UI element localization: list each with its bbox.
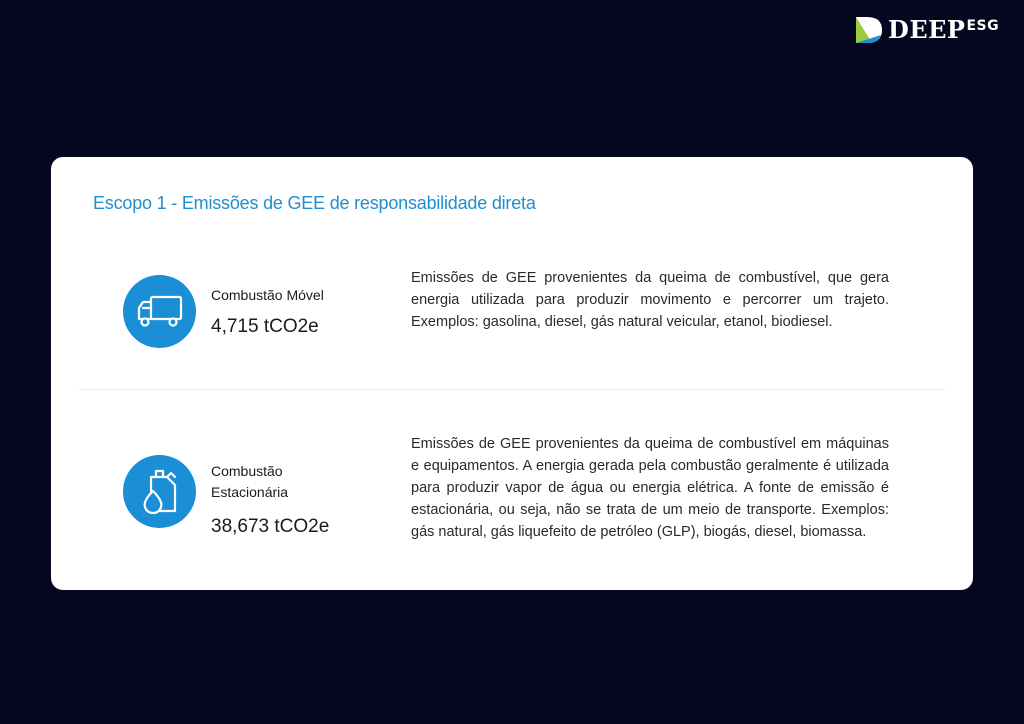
- scope-1-card: [51, 157, 973, 590]
- icon-badge: [123, 275, 196, 348]
- icon-badge: [123, 455, 196, 528]
- item-value: 4,715 tCO2e: [211, 316, 319, 337]
- truck-icon: [123, 275, 196, 348]
- section-divider: [78, 389, 946, 390]
- emission-item-stationary: [51, 437, 973, 567]
- item-label: Combustão Estacionária: [211, 463, 289, 500]
- item-label: Combustão Móvel: [211, 287, 324, 303]
- item-value: 38,673 tCO2e: [211, 516, 330, 537]
- deep-esg-logo: [854, 14, 999, 46]
- card-title: Escopo 1 - Emissões de GEE de responsabilidade direta: [93, 193, 536, 213]
- logo-wordmark: DEEP: [888, 15, 966, 44]
- fuel-canister-icon: [123, 455, 196, 528]
- item-description: Emissões de GEE provenientes da queima de combustível em máquinas e equipamentos. A energia gerada pela combustão geralmente é utilizada para produzir vapor de água ou energia elétrica. A fonte de emissão é estacionária, ou seja, não se trata de um meio de transporte. Exemplos: gás natural, gás liquefeito de petróleo (GLP), biogás, diesel, biomassa.: [411, 436, 889, 540]
- item-description: Emissões de GEE provenientes da queima de combustível, que gera energia utilizada para produzir movimento e percorrer um trajeto. Exemplos: gasolina, diesel, gás natural veicular, etanol, biodiesel.: [411, 270, 889, 330]
- deep-logo-mark-icon: [854, 15, 884, 45]
- emission-item-mobile: [51, 267, 973, 367]
- logo-superscript: ESG: [966, 18, 1000, 34]
